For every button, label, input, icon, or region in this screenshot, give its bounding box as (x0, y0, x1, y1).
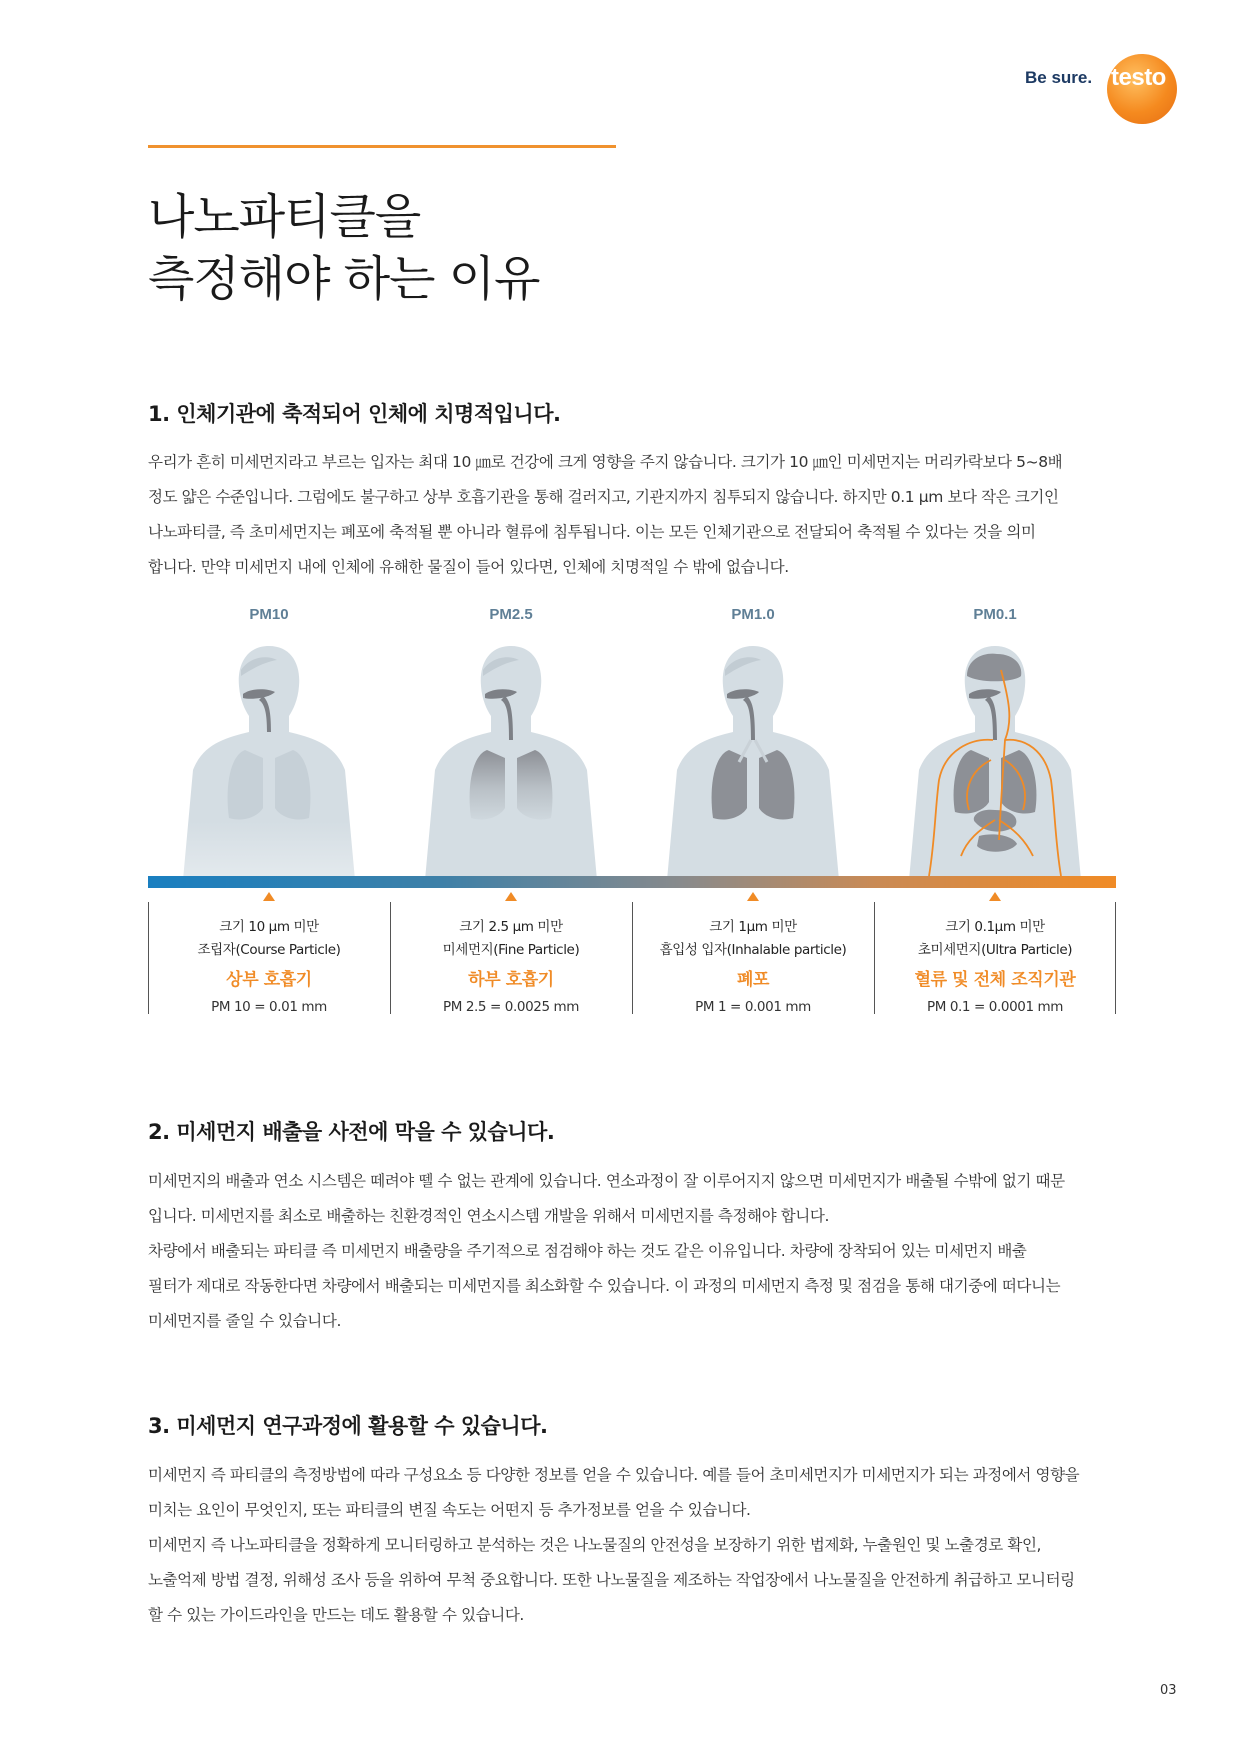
section-3-body (148, 1458, 1116, 1633)
testo-logo (1025, 58, 1215, 118)
human-figure-pm0-1 (905, 640, 1085, 880)
marker-triangle-icon (747, 892, 759, 901)
section-2-line: 입니다. 미세먼지를 최소로 배출하는 친환경적인 연소시스템 개발을 위해서 미세먼지를 측정해야 합니다. (148, 1207, 829, 1225)
section-3-line: 미치는 요인이 무엇인지, 또는 파티클의 변질 속도는 어떤지 등 추가정보를 얻을 수 있습니다. (148, 1501, 751, 1519)
section-2-line: 필터가 제대로 작동한다면 차량에서 배출되는 미세먼지를 최소화할 수 있습니다. 이 과정의 미세먼지 측정 및 점검을 통해 대기중에 떠다니는 (148, 1277, 1061, 1295)
section-3-line: 노출억제 방법 결정, 위해성 조사 등을 위하여 무척 중요합니다. 또한 나노물질을 제조하는 작업장에서 나노물질을 안전하게 취급하고 모니터링 (148, 1571, 1075, 1589)
particle-type: 흡입성 입자(Inhalable particle) (659, 942, 847, 958)
page-title (148, 186, 539, 310)
section-1-line: 나노파티클, 즉 초미세먼지는 폐포에 축적될 뿐 아니라 혈류에 침투됩니다. 이는 모든 인체기관으로 전달되어 축적될 수 있다는 것을 의미 (148, 523, 1036, 541)
pm-label: PM0.1 (973, 606, 1017, 623)
human-figure-pm10 (179, 640, 359, 880)
pm2-5-info (391, 916, 631, 1019)
marker-triangle-icon (505, 892, 517, 901)
page-number: 03 (1160, 1683, 1177, 1698)
section-3-line: 할 수 있는 가이드라인을 만드는 데도 활용할 수 있습니다. (148, 1606, 524, 1624)
section-2-heading: 2. 미세먼지 배출을 사전에 막을 수 있습니다. (148, 1120, 555, 1144)
pm0-1-info (875, 916, 1115, 1019)
page-title-line-1: 나노파티클을 (148, 189, 421, 245)
section-3-line: 미세먼지 즉 나노파티클을 정확하게 모니터링하고 분석하는 것은 나노물질의 안전성을 보장하기 위한 법제화, 누출원인 및 노출경로 확인, (148, 1536, 1042, 1554)
particle-infographic (148, 600, 1116, 1020)
particle-type: 미세먼지(Fine Particle) (442, 942, 580, 958)
deposition-site: 폐포 (736, 970, 770, 990)
particle-size: 크기 10 μm 미만 (219, 919, 319, 935)
pm1-0-info (633, 916, 873, 1019)
section-3-heading: 3. 미세먼지 연구과정에 활용할 수 있습니다. (148, 1414, 548, 1438)
logo-brand: testo (1111, 64, 1166, 91)
deposition-site: 상부 호흡기 (226, 970, 312, 990)
pm10-info (149, 916, 389, 1019)
marker-triangle-icon (989, 892, 1001, 901)
section-2-body (148, 1164, 1116, 1339)
section-1-heading: 1. 인체기관에 축적되어 인체에 치명적입니다. (148, 402, 561, 426)
particle-type: 초미세먼지(Ultra Particle) (917, 942, 1073, 958)
section-2-line: 미세먼지를 줄일 수 있습니다. (148, 1312, 341, 1330)
pm-label: PM1.0 (731, 606, 775, 623)
pm-label: PM2.5 (489, 606, 533, 623)
deposition-site: 혈류 및 전체 조직기관 (914, 970, 1076, 990)
column-divider (1115, 902, 1116, 1014)
section-1-line: 정도 얇은 수준입니다. 그럼에도 불구하고 상부 호흡기관을 통해 걸러지고, 기관지까지 침투되지 않습니다. 하지만 0.1 μm 보다 작은 크기인 (148, 488, 1059, 506)
particle-size: 크기 2.5 μm 미만 (459, 919, 563, 935)
deposition-site: 하부 호흡기 (468, 970, 554, 990)
section-1-body (148, 445, 1116, 585)
human-figure-pm1-0 (663, 640, 843, 880)
particle-type: 조립자(Course Particle) (197, 942, 341, 958)
pm-equation: PM 1 = 0.001 mm (695, 999, 811, 1015)
particle-size: 크기 1μm 미만 (709, 919, 797, 935)
section-1-line: 합니다. 만약 미세먼지 내에 인체에 유해한 물질이 들어 있다면, 인체에 치명적일 수 밖에 없습니다. (148, 558, 789, 576)
pm-equation: PM 10 = 0.01 mm (211, 999, 327, 1015)
section-3-line: 미세먼지 즉 파티클의 측정방법에 따라 구성요소 등 다양한 정보를 얻을 수 있습니다. 예를 들어 초미세먼지가 미세먼지가 되는 과정에서 영향을 (148, 1466, 1080, 1484)
page-title-line-2: 측정해야 하는 이유 (148, 251, 540, 307)
marker-triangle-icon (263, 892, 275, 901)
pm-label: PM10 (249, 606, 289, 623)
logo-tagline: Be sure. (1025, 68, 1093, 87)
human-figure-pm2-5 (421, 640, 601, 880)
section-2-line: 차량에서 배출되는 파티클 즉 미세먼지 배출량을 주기적으로 점검해야 하는 것도 같은 이유입니다. 차량에 장착되어 있는 미세먼지 배출 (148, 1242, 1027, 1260)
pm-equation: PM 2.5 = 0.0025 mm (442, 999, 580, 1015)
title-divider (148, 145, 616, 148)
section-1-line: 우리가 흔히 미세먼지라고 부르는 입자는 최대 10 ㎛로 건강에 크게 영향을 주지 않습니다. 크기가 10 ㎛인 미세먼지는 머리카락보다 5~8배 (148, 453, 1063, 471)
section-2-line: 미세먼지의 배출과 연소 시스템은 떼려야 뗄 수 없는 관계에 있습니다. 연소과정이 잘 이루어지지 않으면 미세먼지가 배출될 수밖에 없기 때문 (148, 1172, 1065, 1190)
particle-size: 크기 0.1μm 미만 (945, 919, 1045, 935)
particle-size-gradient-bar (148, 876, 1116, 888)
pm-equation: PM 0.1 = 0.0001 mm (926, 999, 1064, 1015)
